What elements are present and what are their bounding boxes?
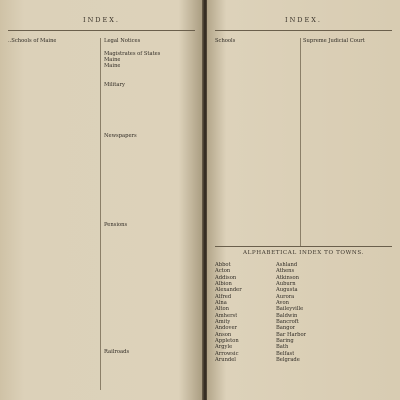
right-index-column-1 <box>215 38 297 254</box>
index-entry-term: Baldwin <box>276 312 298 319</box>
index-entry-term: Auburn <box>276 281 296 288</box>
right-column-divider <box>300 38 301 246</box>
alpha-index-title: ALPHABETICAL INDEX TO TOWNS. <box>242 250 365 256</box>
index-entry-term: Atkinson <box>276 274 300 281</box>
index-entry-term: Bancroft <box>276 319 299 326</box>
index-entry-term: Belfast <box>276 350 295 357</box>
index-entry-term: Augusta <box>276 287 298 294</box>
index-entry-term: Athens <box>276 268 295 275</box>
index-entry-term: Supreme Judicial Court <box>303 38 365 44</box>
index-entry-term: Argyle <box>215 344 233 351</box>
left-page-header: INDEX. <box>83 16 120 24</box>
index-entry-term: Pensions <box>104 221 128 228</box>
right-page <box>207 0 400 400</box>
index-entry <box>337 376 393 382</box>
index-entry <box>8 381 96 387</box>
alpha-index-column-2 <box>276 262 334 383</box>
index-entry-term: Bangor <box>276 325 296 332</box>
index-entry-term: Newspapers <box>104 133 137 140</box>
left-index-column-1 <box>8 38 96 387</box>
index-entry-term: Railroads <box>104 348 130 355</box>
index-entry-term: Alfred <box>215 293 232 300</box>
index-entry-term: Legal Notices <box>104 38 141 44</box>
index-entry-term: Albion <box>215 281 232 288</box>
index-entry-term: Amherst <box>215 312 238 319</box>
index-entry-term: Anson <box>215 331 232 338</box>
index-entry-term: Bath <box>276 344 289 351</box>
index-entry-term: Andover <box>215 325 238 332</box>
index-entry-term: Abbot <box>215 262 231 268</box>
index-entry-term: Acton <box>215 268 231 275</box>
alpha-index-column-1 <box>215 262 273 383</box>
index-entry-term: Aurora <box>276 293 295 300</box>
index-entry <box>215 376 273 382</box>
index-entry-term: Maine <box>104 57 121 64</box>
index-entry-term: Magistrates of States <box>104 50 161 57</box>
left-header-rule <box>8 30 195 31</box>
index-entry-term: Baring <box>276 338 294 345</box>
alpha-index-column-3 <box>337 262 393 383</box>
alpha-index-rule <box>215 246 392 247</box>
index-entry-term: Baileyville <box>276 306 304 313</box>
index-entry-term: Arrowsic <box>215 350 239 357</box>
right-index-column-2 <box>303 38 393 254</box>
index-entry-term: ..Schools of Maine <box>8 38 57 44</box>
index-entry-term: Military <box>104 82 125 89</box>
index-entry <box>104 381 195 387</box>
index-entry <box>276 376 334 382</box>
index-entry-term: Appleton <box>215 338 239 345</box>
right-header-rule <box>215 30 392 31</box>
index-entry-term: Alexander <box>215 287 242 294</box>
index-entry-term: Bar Harbor <box>276 331 307 338</box>
index-entry-term: Avon <box>276 300 289 307</box>
index-entry-term: Alton <box>215 306 229 313</box>
index-entry-term: Arundel <box>215 357 236 364</box>
index-entry-term: Addison <box>215 274 237 281</box>
index-entry-term: Belgrade <box>276 357 300 364</box>
index-entry-term: Ashland <box>276 262 298 268</box>
left-index-column-2 <box>104 38 195 387</box>
index-entry-term: Schools <box>215 38 236 44</box>
left-column-divider <box>100 38 101 390</box>
index-entry-term: Maine <box>104 63 121 70</box>
index-entry-term: Alna <box>215 300 227 307</box>
right-page-header: INDEX. <box>285 16 322 24</box>
index-entry-term: Amity <box>215 319 231 326</box>
